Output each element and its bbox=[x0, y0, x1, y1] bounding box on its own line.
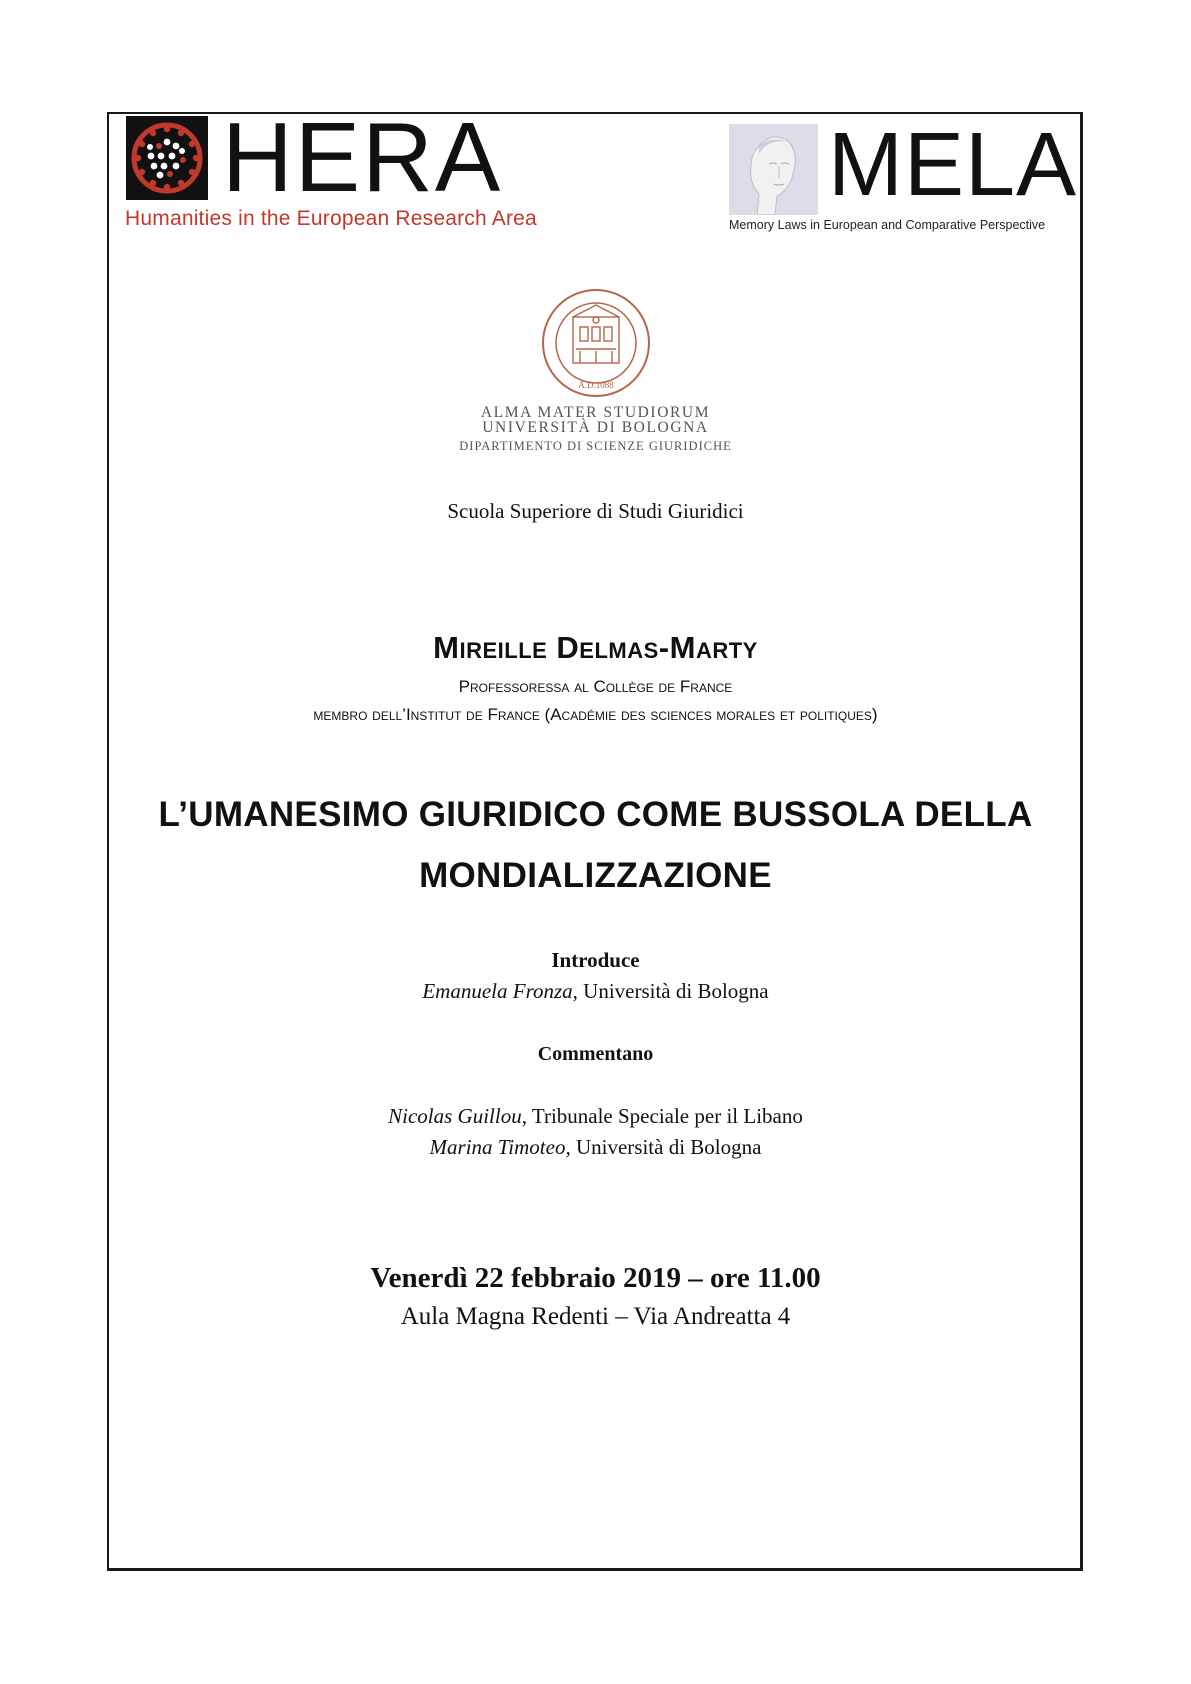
speaker-role-1: Professoressa al Collège de France bbox=[458, 677, 733, 696]
speaker-role-2: membro dell’Institut de France (Académie des sciences morales et politiques) bbox=[313, 705, 878, 724]
department-name: DIPARTIMENTO DI SCIENZE GIURIDICHE bbox=[459, 439, 732, 453]
mela-logo-statue bbox=[729, 124, 818, 215]
commentator-2-name: Marina Timoteo, bbox=[429, 1135, 571, 1159]
svg-text:A.D.1088: A.D.1088 bbox=[578, 380, 614, 390]
event-date: Venerdì 22 febbraio 2019 – ore 11.00 bbox=[370, 1262, 821, 1294]
commentator-1-affiliation: , Tribunale Speciale per il Libano bbox=[521, 1104, 803, 1128]
commentators-heading: Commentano bbox=[537, 1043, 654, 1065]
lecture-title-line2: MONDIALIZZAZIONE bbox=[419, 856, 772, 895]
commentator-2 bbox=[0, 1135, 1191, 1160]
hera-logo-mark bbox=[126, 116, 208, 200]
commentator-1-name: Nicolas Guillou bbox=[388, 1104, 522, 1128]
introducer-affiliation: , Università di Bologna bbox=[572, 979, 769, 1003]
mela-logo-subtitle: Memory Laws in European and Comparative Perspective bbox=[729, 218, 1046, 232]
bologna-seal bbox=[540, 287, 652, 404]
hera-logo-subtitle: Humanities in the European Research Area bbox=[125, 207, 537, 230]
commentator-2-affiliation: Università di Bologna bbox=[570, 1135, 762, 1159]
introducer bbox=[0, 979, 1191, 1004]
introducer-name: Emanuela Fronza bbox=[422, 979, 573, 1003]
speaker-name: Mireille Delmas-Marty bbox=[433, 630, 758, 665]
mela-logo-word: MELA bbox=[828, 115, 1078, 215]
university-line1: ALMA MATER STUDIORUM bbox=[480, 404, 711, 421]
school-name: Scuola Superiore di Studi Giuridici bbox=[447, 499, 744, 523]
university-line2: UNIVERSITÀ DI BOLOGNA bbox=[482, 419, 709, 436]
introduce-heading: Introduce bbox=[551, 948, 640, 972]
hera-logo-word: HERA bbox=[222, 102, 503, 212]
lecture-title-line1: L’UMANESIMO GIURIDICO COME BUSSOLA DELLA bbox=[158, 795, 1033, 834]
commentator-1 bbox=[0, 1104, 1191, 1129]
event-place: Aula Magna Redenti – Via Andreatta 4 bbox=[400, 1303, 791, 1330]
